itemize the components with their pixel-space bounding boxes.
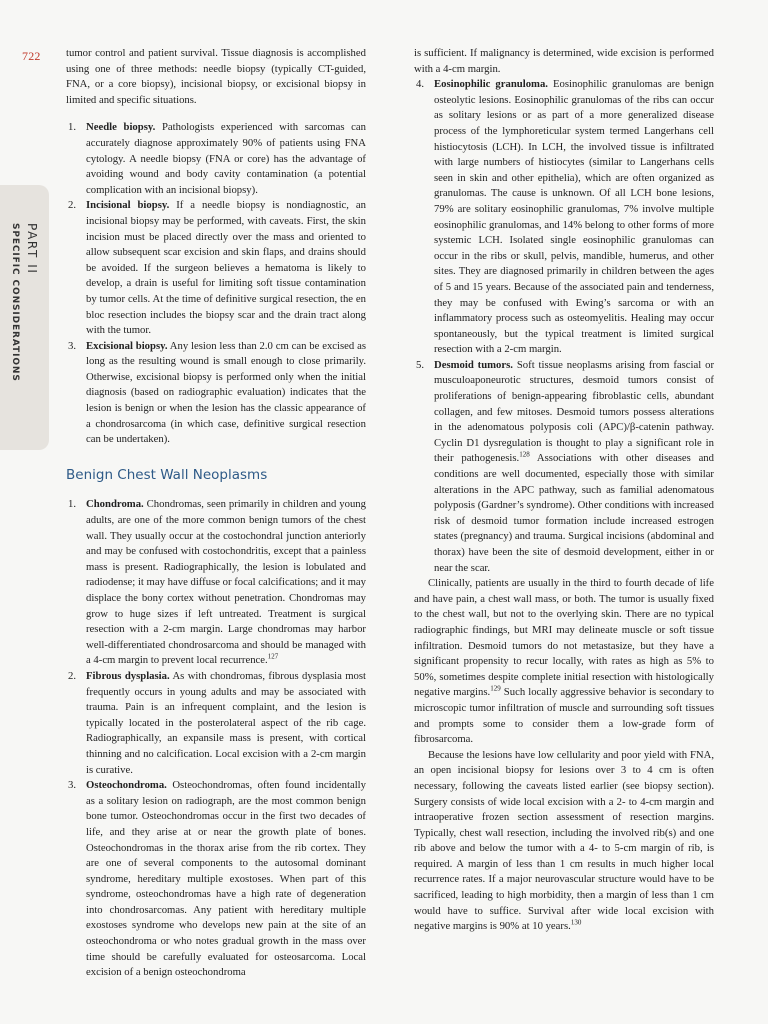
- list-number: 3.: [68, 779, 77, 792]
- list-term: Chondroma.: [86, 498, 144, 511]
- treatment-text: Because the lesions have low cellularity and poor yield with FNA, an open incisional biopsy for lesions over 3 to 4 cm is often necessary, following the caveats listed earlier (see biopsy section). Surgery consists of wide local excision with a 2- to 4-cm margin and intraoperative frozen section assessment of resection margins. Typically, chest wall resection, including the involved rib(s) and one rib above and below the tumor with a 4- to 5-cm margin of rib, is required. A margin of less than 1 cm results in much higher local recurrence rates. If a major neurovascular structure would have to be sacrificed, leading to high morbidity, then a margin of less than 1 cm would have to suffice. Survival after wide local excision with negative margins is 90% at 10 years.: [414, 748, 714, 933]
- treatment-paragraph: [414, 748, 714, 935]
- list-item: [66, 198, 366, 338]
- list-term: Needle biopsy.: [86, 121, 156, 134]
- list-text: If a needle biopsy is nondiagnostic, an incisional biopsy may be performed, with caveats. First, the skin incision must be placed directly over the mass and oriented to allow subsequent scar excision and skin flaps, and drains should be avoided. If the surgeon believes a hematoma is likely to develop, a drain is useful for limiting soft tissue contamination by tumor cells. At the time of definitive surgical resection, the en bloc resection includes the biopsy scar and the drain tract along with the tumor.: [86, 199, 366, 337]
- side-tab-part: PART II: [25, 223, 40, 275]
- list-text: Eosinophilic granulomas are benign osteolytic lesions. Eosinophilic granulomas of the ribs can occur as solitary lesions or as part of a more generalized disease process of the lymphoreticular system termed Langerhans cell histiocytosis (LCH). In LCH, the involved tissue is infiltrated with large numbers of histiocytes (similar to Langerhans cells seen in skin and other epithelia), which are often organized as granulomas. The cause is unknown. Of all LCH bone lesions, 79% are solitary eosinophilic granulomas, 7% involve multiple eosinophilic granulomas, and 14% belong to other forms of more systemic LCH. Isolated single eosinophilic granulomas can occur in the ribs or skull, pelvis, mandible, humerus, and other sites. They are diagnosed primarily in children between the ages of 5 and 15 years. Because of the associated pain and tenderness, they may be confused with Ewing’s sarcoma or with an inflammatory process such as osteomyelitis. Healing may occur spontaneously, but the typical treatment is limited surgical resection with a 2-cm margin.: [434, 78, 714, 356]
- list-text: Any lesion less than 2.0 cm can be excised as long as the resulting wound is small enough to close primarily. Otherwise, excisional biopsy is performed only when the initial diagnosis (based on radiographic evaluation) indicates that the lesion is benign or when the lesion has the classic appearance of a chondrosarcoma (in which case, definitive surgical resection can be undertaken).: [86, 339, 367, 446]
- intro-paragraph: tumor control and patient survival. Tissue diagnosis is accomplished using one of three methods: needle biopsy (typically CT-guided, FNA, or a core biopsy), incisional biopsy, or excisional biopsy in limited and specific situations.: [66, 47, 366, 106]
- side-tab-label: [0, 185, 49, 450]
- list-number: 4.: [416, 78, 425, 91]
- list-text: Soft tissue neoplasms arising from fascial or musculoaponeurotic structures, desmoid tumors consist of proliferations of benign-appearing fibroblastic cells, abundant collagen, and few mitoses. Desmoid tumors possess alterations in the adenomatous polyposis coli (APC)/β-catenin pathway. Cyclin D1 dysregulation is thought to play a significant role in their pathogenesis.: [434, 358, 715, 465]
- reference-superscript: 128: [519, 450, 530, 459]
- list-text: Osteochondromas, often found incidentally as a solitary lesion on radiograph, are the most common benign bone tumor. Osteochondromas occur in the first two decades of life, and they arise at or near the growth plate of bones. Osteochondromas in the thorax arise from the rib cortex. They are one of several components to the autosomal dominant syndrome, hereditary multiple exostoses. When part of this syndrome, osteochondromas have a high rate of degeneration into chondrosarcomas. Any patient with hereditary multiple exostoses syndrome who develops new pain at the site of an osteochondroma or who notes gradual growth in the mass over time should be carefully evaluated for osteosarcoma. Local excision of a benign osteochondroma: [86, 779, 366, 979]
- clinical-text: Clinically, patients are usually in the third to fourth decade of life and have pain, a chest wall mass, or both. The tumor is usually fixed to the chest wall, but not to the overlying skin. There are no typical radiographic findings, but MRI may delineate muscle or soft tissue infiltration. Desmoid tumors do not metastasize, but they have a significant propensity to recur locally, with rates as high as 5% to 50%, sometimes despite complete initial resection with histologically negative margins.: [414, 577, 714, 699]
- list-number: 1.: [68, 121, 77, 134]
- list-item: [66, 339, 366, 448]
- list-number: 1.: [68, 498, 77, 511]
- right-column: [414, 46, 714, 935]
- list-term: Excisional biopsy.: [86, 339, 168, 352]
- neoplasms-list-continued: [414, 77, 714, 576]
- list-term: Osteochondroma.: [86, 779, 167, 792]
- list-text-continued: Associations with other diseases and conditions are well documented, especially those with similar alterations in the APC pathway, such as familial adenomatous polyposis (Gardner’s syndrome). Other conditions with increased risk of desmoid tumor formation include increased estrogen states (pregnancy) and trauma. Surgical incisions (abdominal and thorax) have been the site of desmoid development, either in or near the scar.: [434, 452, 714, 574]
- continuation-paragraph: is sufficient. If malignancy is determined, wide excision is performed with a 4-cm margin.: [414, 47, 714, 75]
- list-item: [66, 120, 366, 198]
- list-item: [414, 77, 714, 358]
- list-term: Fibrous dysplasia.: [86, 669, 170, 682]
- list-text: Chondromas, seen primarily in children and young adults, are one of the more common benign tumors of the chest wall. They usually occur at the costochondral junction anteriorly and may be confused with costochondritis, except that a painless mass is present. Radiographically, the lesion is lobulated and radiodense; it may have diffuse or focal calcifications; and it may displace the bony cortex without penetration. Chondromas may grow to huge sizes if left untreated. Treatment is surgical resection with a 2-cm margin. Large chondromas may harbor well-differentiated chondrosarcoma and should be managed with a 4-cm margin to prevent local recurrence.: [86, 498, 366, 667]
- list-item: [66, 778, 366, 981]
- list-text: Pathologists experienced with sarcomas can accurately diagnose approximately 90% of patients using FNA cytology. A needle biopsy (FNA or core) has the advantage of avoiding wound and body cavity contamination (a potential complication with an incisional biopsy).: [86, 121, 366, 196]
- part-side-tab: [0, 185, 49, 450]
- reference-superscript: 129: [490, 684, 501, 693]
- left-column: [66, 46, 366, 981]
- section-heading: Benign Chest Wall Neoplasms: [66, 466, 268, 483]
- list-item: [66, 497, 366, 669]
- side-tab-section: SPECIFIC CONSIDERATIONS: [10, 223, 21, 382]
- list-number: 2.: [68, 669, 77, 682]
- list-item: [414, 358, 714, 576]
- list-number: 5.: [416, 358, 425, 371]
- list-text: As with chondromas, fibrous dysplasia most frequently occurs in young adults and may be associated with trauma. Pain is an infrequent complaint, and the lesion is typically located in the posterolateral aspect of the rib cage. Radiographically, an expansile mass is present, with cortical thinning and no calcification. Local excision with a 2-cm margin is curative.: [86, 669, 366, 776]
- list-term: Eosinophilic granuloma.: [434, 78, 548, 91]
- page-number: 722: [22, 49, 41, 63]
- list-number: 2.: [68, 199, 77, 212]
- list-term: Incisional biopsy.: [86, 199, 170, 212]
- clinical-paragraph: [414, 576, 714, 748]
- biopsy-methods-list: [66, 120, 366, 447]
- clinical-text-continued: Such locally aggressive behavior is secondary to microscopic tumor infiltration of muscle and surrounding soft tissues and prompts some to consider them a low-grade form of fibrosarcoma.: [414, 686, 714, 746]
- list-term: Desmoid tumors.: [434, 358, 513, 371]
- list-number: 3.: [68, 339, 77, 352]
- reference-superscript: 130: [570, 918, 582, 927]
- neoplasms-list: [66, 497, 366, 980]
- reference-superscript: 127: [267, 652, 279, 661]
- list-item: [66, 669, 366, 778]
